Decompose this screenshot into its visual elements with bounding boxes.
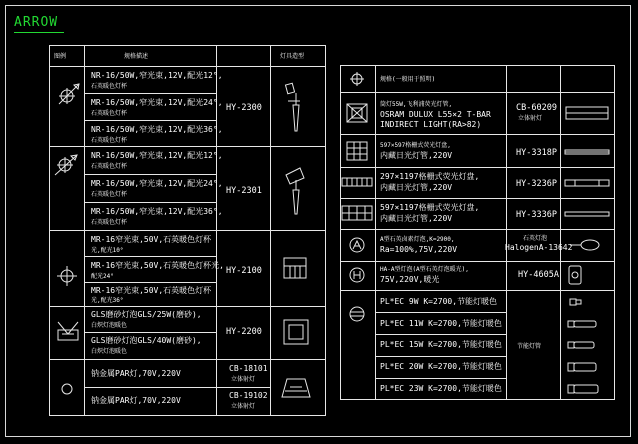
left-row-9-line1: MR-16窄光束,50V,石英暖色灯杯 [91, 286, 212, 295]
ha-bulb-symbol-icon [350, 268, 364, 282]
right-row-5-model-name: HalogenA-13642 [505, 243, 573, 252]
pl-23w-fixture-icon [568, 385, 598, 393]
halogen-a-symbol-icon [350, 238, 364, 252]
right-header-spec: 规格(一般用于照明) [380, 76, 436, 83]
right-row-4-model: HY-3336P [516, 210, 557, 220]
left-row-8-line1: MR-16窄光束,50V,石英暖色灯杯光, [91, 261, 224, 270]
model-hy-2300: HY-2300 [226, 103, 262, 113]
pl-15w-fixture-icon [568, 342, 594, 348]
spotlight-symbol-icon [59, 84, 79, 104]
left-row-7-line1: MR-16窄光束,50V,石英暖色灯杯 [91, 235, 212, 244]
left-row-2-line2: 石英暖色灯杯 [91, 110, 128, 117]
model-cb-18101: CB-18101 [229, 364, 268, 373]
left-row-1-line2: 石英暖色灯杯 [91, 83, 128, 90]
right-row-5-line2: Ra=100%,75V,220V [380, 245, 458, 254]
spike-spotlight-fixture-icon [285, 83, 300, 131]
tube-fixture-597-icon [565, 150, 609, 154]
model-hy-2100: HY-2100 [226, 266, 262, 276]
grille-597x597-symbol-icon [347, 142, 367, 160]
model-cb-19102-note: 立体射灯 [231, 403, 256, 410]
tube-fixture-1197-icon [565, 180, 609, 186]
pl-9w-fixture-icon [570, 299, 581, 305]
left-row-7-line2: 光,配光10° [91, 247, 124, 254]
model-cb-18101-note: 立体射灯 [231, 376, 256, 383]
left-row-9-line2: 光,配光36° [91, 297, 124, 304]
downlight-symbol-icon [57, 266, 77, 286]
right-row-2-line1: 597×597格栅式荧光灯盘, [380, 142, 451, 149]
right-row-1-model: CB-60209 [516, 103, 557, 113]
right-row-1-line2: OSRAM DULUX L55×2 T-BAR [380, 110, 491, 119]
left-row-4-line2: 石英暖色灯杯 [91, 163, 128, 170]
left-row-2-line1: MR-16/50W,窄光束,12V,配光24°, [91, 98, 223, 107]
square-ceiling-fixture-icon [284, 320, 308, 344]
model-cb-19102: CB-19102 [229, 391, 268, 400]
right-row-3-line2: 内藏日光灯管,220V [380, 183, 453, 192]
panel-downlight-symbol-icon [347, 104, 367, 122]
header-crosshair-icon [350, 72, 364, 86]
left-row-3-line1: NR-16/50W,窄光束,12V,配光36°, [91, 125, 223, 134]
left-row-6-line2: 石英暖色灯杯 [91, 219, 128, 226]
right-row-6-model: HY-4605A [518, 270, 559, 280]
right-row-9-line1: PL*EC 15W K=2700,节能灯暖色 [380, 340, 502, 349]
right-row-3-line1: 297×1197格栅式荧光灯盘, [380, 172, 480, 181]
grille-downlight-fixture-icon [284, 258, 306, 278]
left-header-spec: 规格描述 [124, 53, 149, 60]
drawing-title: ARROW [14, 15, 59, 30]
pl-20w-fixture-icon [568, 363, 596, 371]
halogen-bulb-fixture-icon [570, 240, 599, 250]
right-row-7-line1: PL*EC 9W K=2700,节能灯暖色 [380, 297, 498, 306]
left-row-1-line1: NR-16/50W,窄光束,12V,配光12°, [91, 71, 223, 80]
left-row-8-line2: 配光24° [91, 273, 114, 280]
floodlight-fixture-icon [286, 168, 304, 214]
par-housing-fixture-icon [282, 379, 310, 397]
right-row-5-line1: A型石英卤素灯泡,K=2900, [380, 236, 455, 243]
tube-fixture-twin-icon [565, 212, 609, 216]
right-row-1-line3: INDIRECT LIGHT(RA>82) [380, 120, 482, 129]
uplight-symbol-icon [55, 155, 77, 175]
right-row-1-model-note: 立体射灯 [518, 115, 543, 122]
left-row-10-line1: GLS磨砂灯泡GLS/25W(磨砂), [91, 310, 202, 319]
right-row-4-line1: 597×1197格栅式荧光灯盘, [380, 203, 480, 212]
grille-297x1197-symbol-icon [342, 178, 372, 186]
right-row-11-line1: PL*EC 23W K=2700,节能灯暖色 [380, 384, 502, 393]
right-row-4-line2: 内藏日光灯管,220V [380, 214, 453, 223]
t-bar-fixture-icon [566, 107, 608, 119]
pendant-symbol-icon [58, 322, 78, 340]
right-pl-group-model: 节能灯管 [517, 343, 542, 350]
right-row-8-line1: PL*EC 11W K=2700,节能灯暖色 [380, 319, 502, 328]
model-hy-2200: HY-2200 [226, 327, 262, 337]
par-lamp-symbol-icon [62, 384, 72, 394]
left-header-fixture: 灯具造型 [280, 53, 305, 60]
left-row-10-line2: 白炽灯泡暖色 [91, 322, 128, 329]
model-hy-2301: HY-2301 [226, 186, 262, 196]
right-row-5-model: 石英灯泡 [523, 235, 548, 242]
right-row-1-line1: 筒灯55W,飞利浦荧光灯管, [380, 101, 453, 108]
right-row-2-model: HY-3318P [516, 148, 557, 158]
right-row-6-line2: 75V,220V,暖光 [380, 275, 440, 284]
pl-lamp-symbol-icon [350, 307, 364, 321]
left-row-5-line2: 石英暖色灯杯 [91, 191, 128, 198]
left-row-5-line1: MR-16/50W,窄光束,12V,配光24°, [91, 179, 223, 188]
left-row-4-line1: NR-16/50W,窄光束,12V,配光12°, [91, 151, 223, 160]
left-row-11-line2: 白炽灯泡暖色 [91, 348, 128, 355]
right-row-6-line1: HA-A型灯泡(A型石英灯泡暖光), [380, 266, 469, 273]
right-row-2-line2: 内藏日光灯管,220V [380, 151, 453, 160]
right-row-3-model: HY-3236P [516, 179, 557, 189]
left-row-6-line1: MR-16/50W,窄光束,12V,配光36°, [91, 207, 223, 216]
ha-bulb-fixture-icon [569, 266, 581, 284]
right-row-10-line1: PL*EC 20W K=2700,节能灯暖色 [380, 362, 502, 371]
left-row-11-line1: GLS磨砂灯泡GLS/40W(磨砂), [91, 336, 202, 345]
left-row-3-line2: 石英暖色灯杯 [91, 137, 128, 144]
left-row-12-line1: 钠金属PAR灯,70V,220V [91, 369, 181, 378]
pl-11w-fixture-icon [568, 321, 596, 327]
grille-597x1197-symbol-icon [342, 206, 372, 220]
left-row-13-line1: 钠金属PAR灯,70V,220V [91, 396, 181, 405]
left-header-symbol: 图例 [54, 53, 67, 60]
